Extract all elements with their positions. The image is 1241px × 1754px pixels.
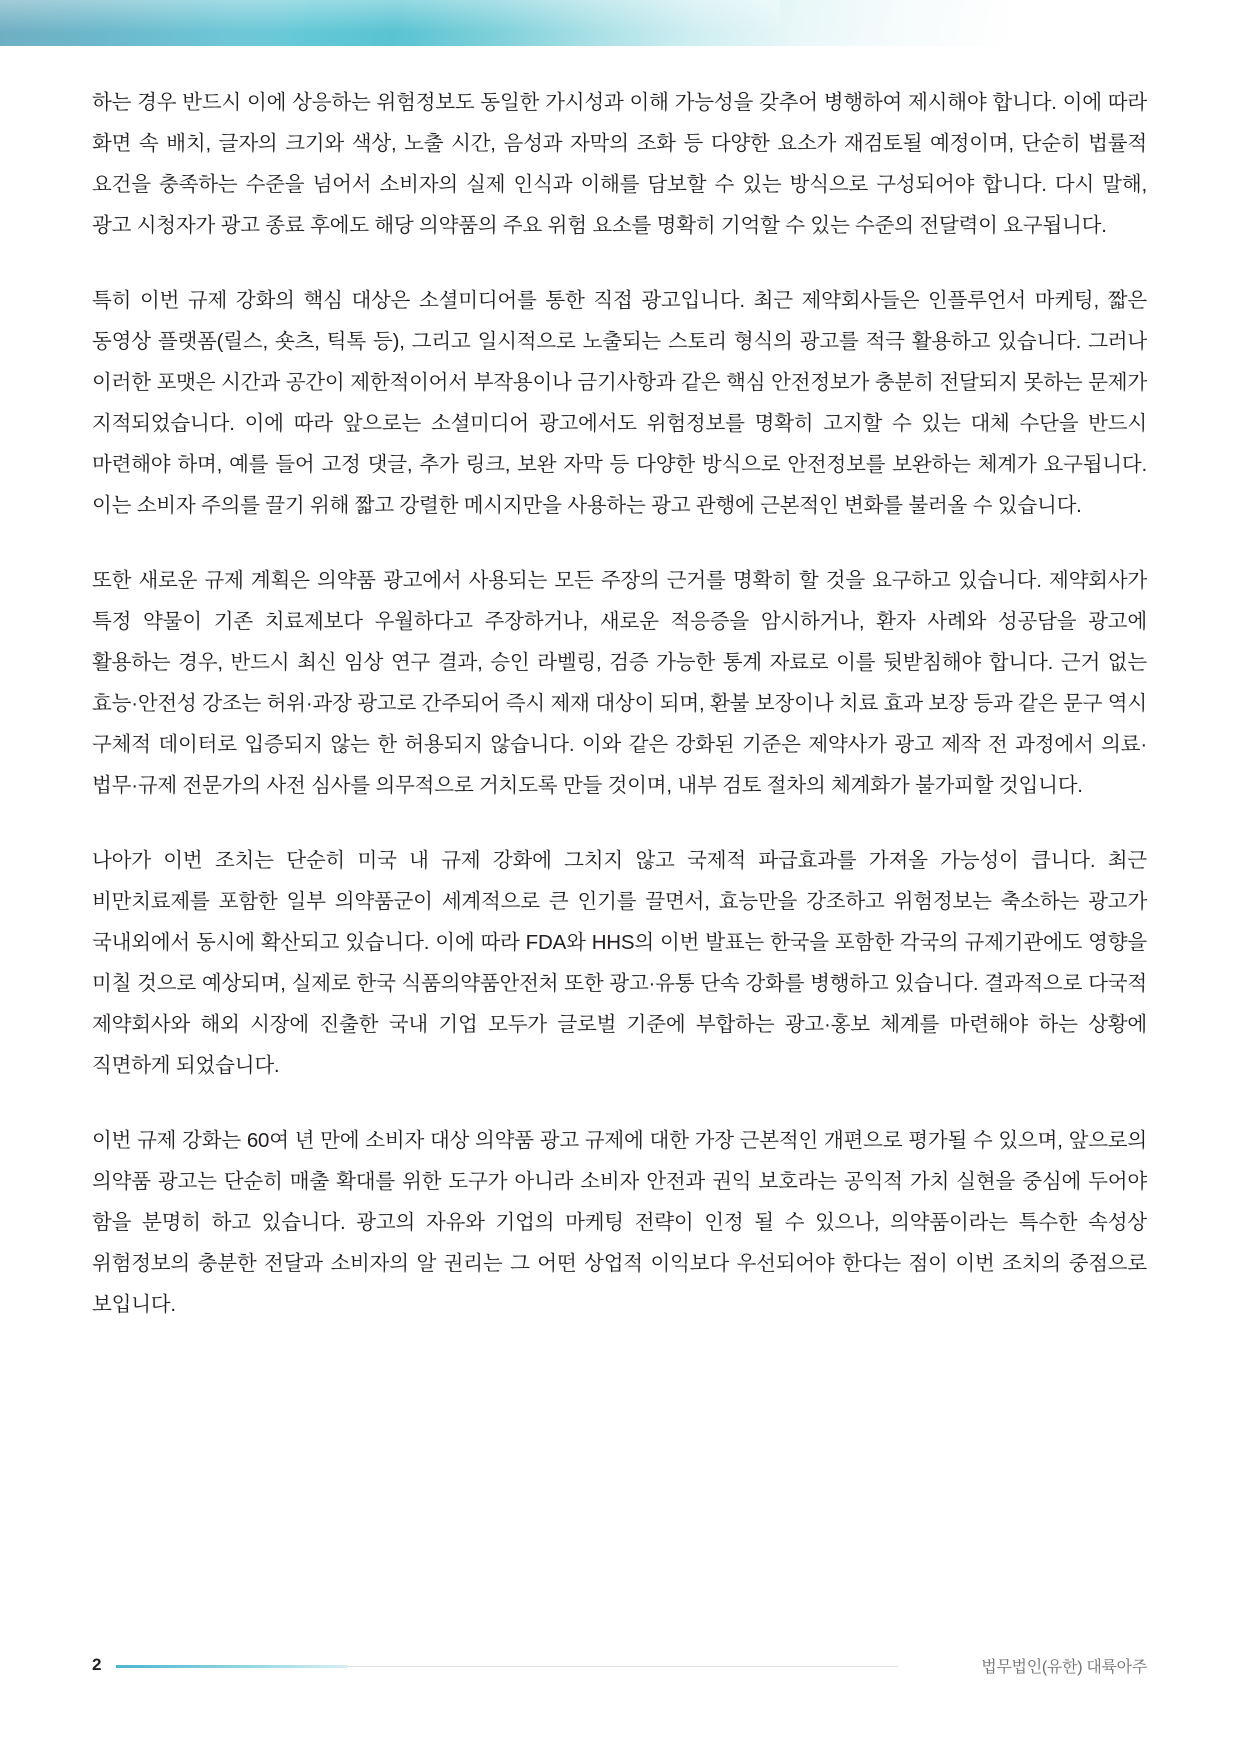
- paragraph: 이번 규제 강화는 60여 년 만에 소비자 대상 의약품 광고 규제에 대한 가장 근본적인 개편으로 평가될 수 있으며, 앞으로의 의약품 광고는 단순히 매출 확대를 위한 도구가 아니라 소비자 안전과 권익 보호라는 공익적 가치 실현을 중심에 두어야 함을 분명히 하고 있습니다. 광고의 자유와 기업의 마케팅 전략이 인정 될 수 있으나, 의약품이라는 특수한 속성상 위험정보의 충분한 전달과 소비자의 알 권리는 그 어떤 상업적 이익보다 우선되어야 한다는 점이 이번 조치의 중점으로 보입니다.: [92, 1129, 1148, 1316]
- footer-divider: [348, 1666, 898, 1667]
- paragraph: 나아가 이번 조치는 단순히 미국 내 규제 강화에 그치지 않고 국제적 파급효과를 가져올 가능성이 큽니다. 최근 비만치료제를 포함한 일부 의약품군이 세계적으로 큰 인기를 끌면서, 효능만을 강조하고 위험정보는 축소하는 광고가 국내외에서 동시에 확산되고 있습니다. 이에 따라 FDA와 HHS의 이번 발표는 한국을 포함한 각국의 규제기관에도 영향을 미칠 것으로 예상되며, 실제로 한국 식품의약품안전처 또한 광고·유통 단속 강화를 병행하고 있습니다. 결과적으로 다국적 제약회사와 해외 시장에 진출한 국내 기업 모두가 글로벌 기준에 부합하는 광고·홍보 체계를 마련해야 하는 상황에 직면하게 되었습니다.: [92, 849, 1147, 1077]
- document-body: [92, 82, 1147, 1325]
- paragraph: 또한 새로운 규제 계획은 의약품 광고에서 사용되는 모든 주장의 근거를 명확히 할 것을 요구하고 있습니다. 제약회사가 특정 약물이 기존 치료제보다 우월하다고 주장하거나, 새로운 적응증을 암시하거나, 환자 사례와 성공담을 광고에 활용하는 경우, 반드시 최신 임상 연구 결과, 승인 라벨링, 검증 가능한 통계 자료로 이를 뒷받침해야 합니다. 근거 없는 효능·안전성 강조는 허위·과장 광고로 간주되어 즉시 제재 대상이 되며, 환불 보장이나 치료 효과 보장 등과 같은 문구 역시 구체적 데이터로 입증되지 않는 한 허용되지 않습니다. 이와 같은 강화된 기준은 제약사가 광고 제작 전 과정에서 의료·법무·규제 전문가의 사전 심사를 의무적으로 거치도록 만들 것이며, 내부 검토 절차의 체계화가 불가피할 것입니다.: [92, 569, 1147, 797]
- decorative-header-band: [0, 0, 1241, 46]
- footer-brand-name: 법무법인(유한) 대륙아주: [981, 1659, 1147, 1676]
- page-footer: [92, 1654, 1147, 1676]
- paragraph: 하는 경우 반드시 이에 상응하는 위험정보도 동일한 가시성과 이해 가능성을 갖추어 병행하여 제시해야 합니다. 이에 따라 화면 속 배치, 글자의 크기와 색상, 노출 시간, 음성과 자막의 조화 등 다양한 요소가 재검토될 예정이며, 단순히 법률적 요건을 충족하는 수준을 넘어서 소비자의 실제 인식과 이해를 담보할 수 있는 방식으로 구성되어야 합니다. 다시 말해, 광고 시청자가 광고 종료 후에도 해당 의약품의 주요 위험 요소를 명확히 기억할 수 있는 수준의 전달력이 요구됩니다.: [92, 91, 1147, 237]
- page-number: 2: [92, 1655, 102, 1674]
- decorative-header-accent: [0, 0, 300, 46]
- paragraph: 특히 이번 규제 강화의 핵심 대상은 소셜미디어를 통한 직접 광고입니다. 최근 제약회사들은 인플루언서 마케팅, 짧은 동영상 플랫폼(릴스, 숏츠, 틱톡 등), 그리고 일시적으로 노출되는 스토리 형식의 광고를 적극 활용하고 있습니다. 그러나 이러한 포맷은 시간과 공간이 제한적이어서 부작용이나 금기사항과 같은 핵심 안전정보가 충분히 전달되지 못하는 문제가 지적되었습니다. 이에 따라 앞으로는 소셜미디어 광고에서도 위험정보를 명확히 고지할 수 있는 대체 수단을 반드시 마련해야 하며, 예를 들어 고정 댓글, 추가 링크, 보완 자막 등 다양한 방식으로 안전정보를 보완하는 체계가 요구됩니다. 이는 소비자 주의를 끌기 위해 짧고 강렬한 메시지만을 사용하는 광고 관행에 근본적인 변화를 불러올 수 있습니다.: [92, 289, 1147, 517]
- footer-accent-rule: [116, 1665, 348, 1668]
